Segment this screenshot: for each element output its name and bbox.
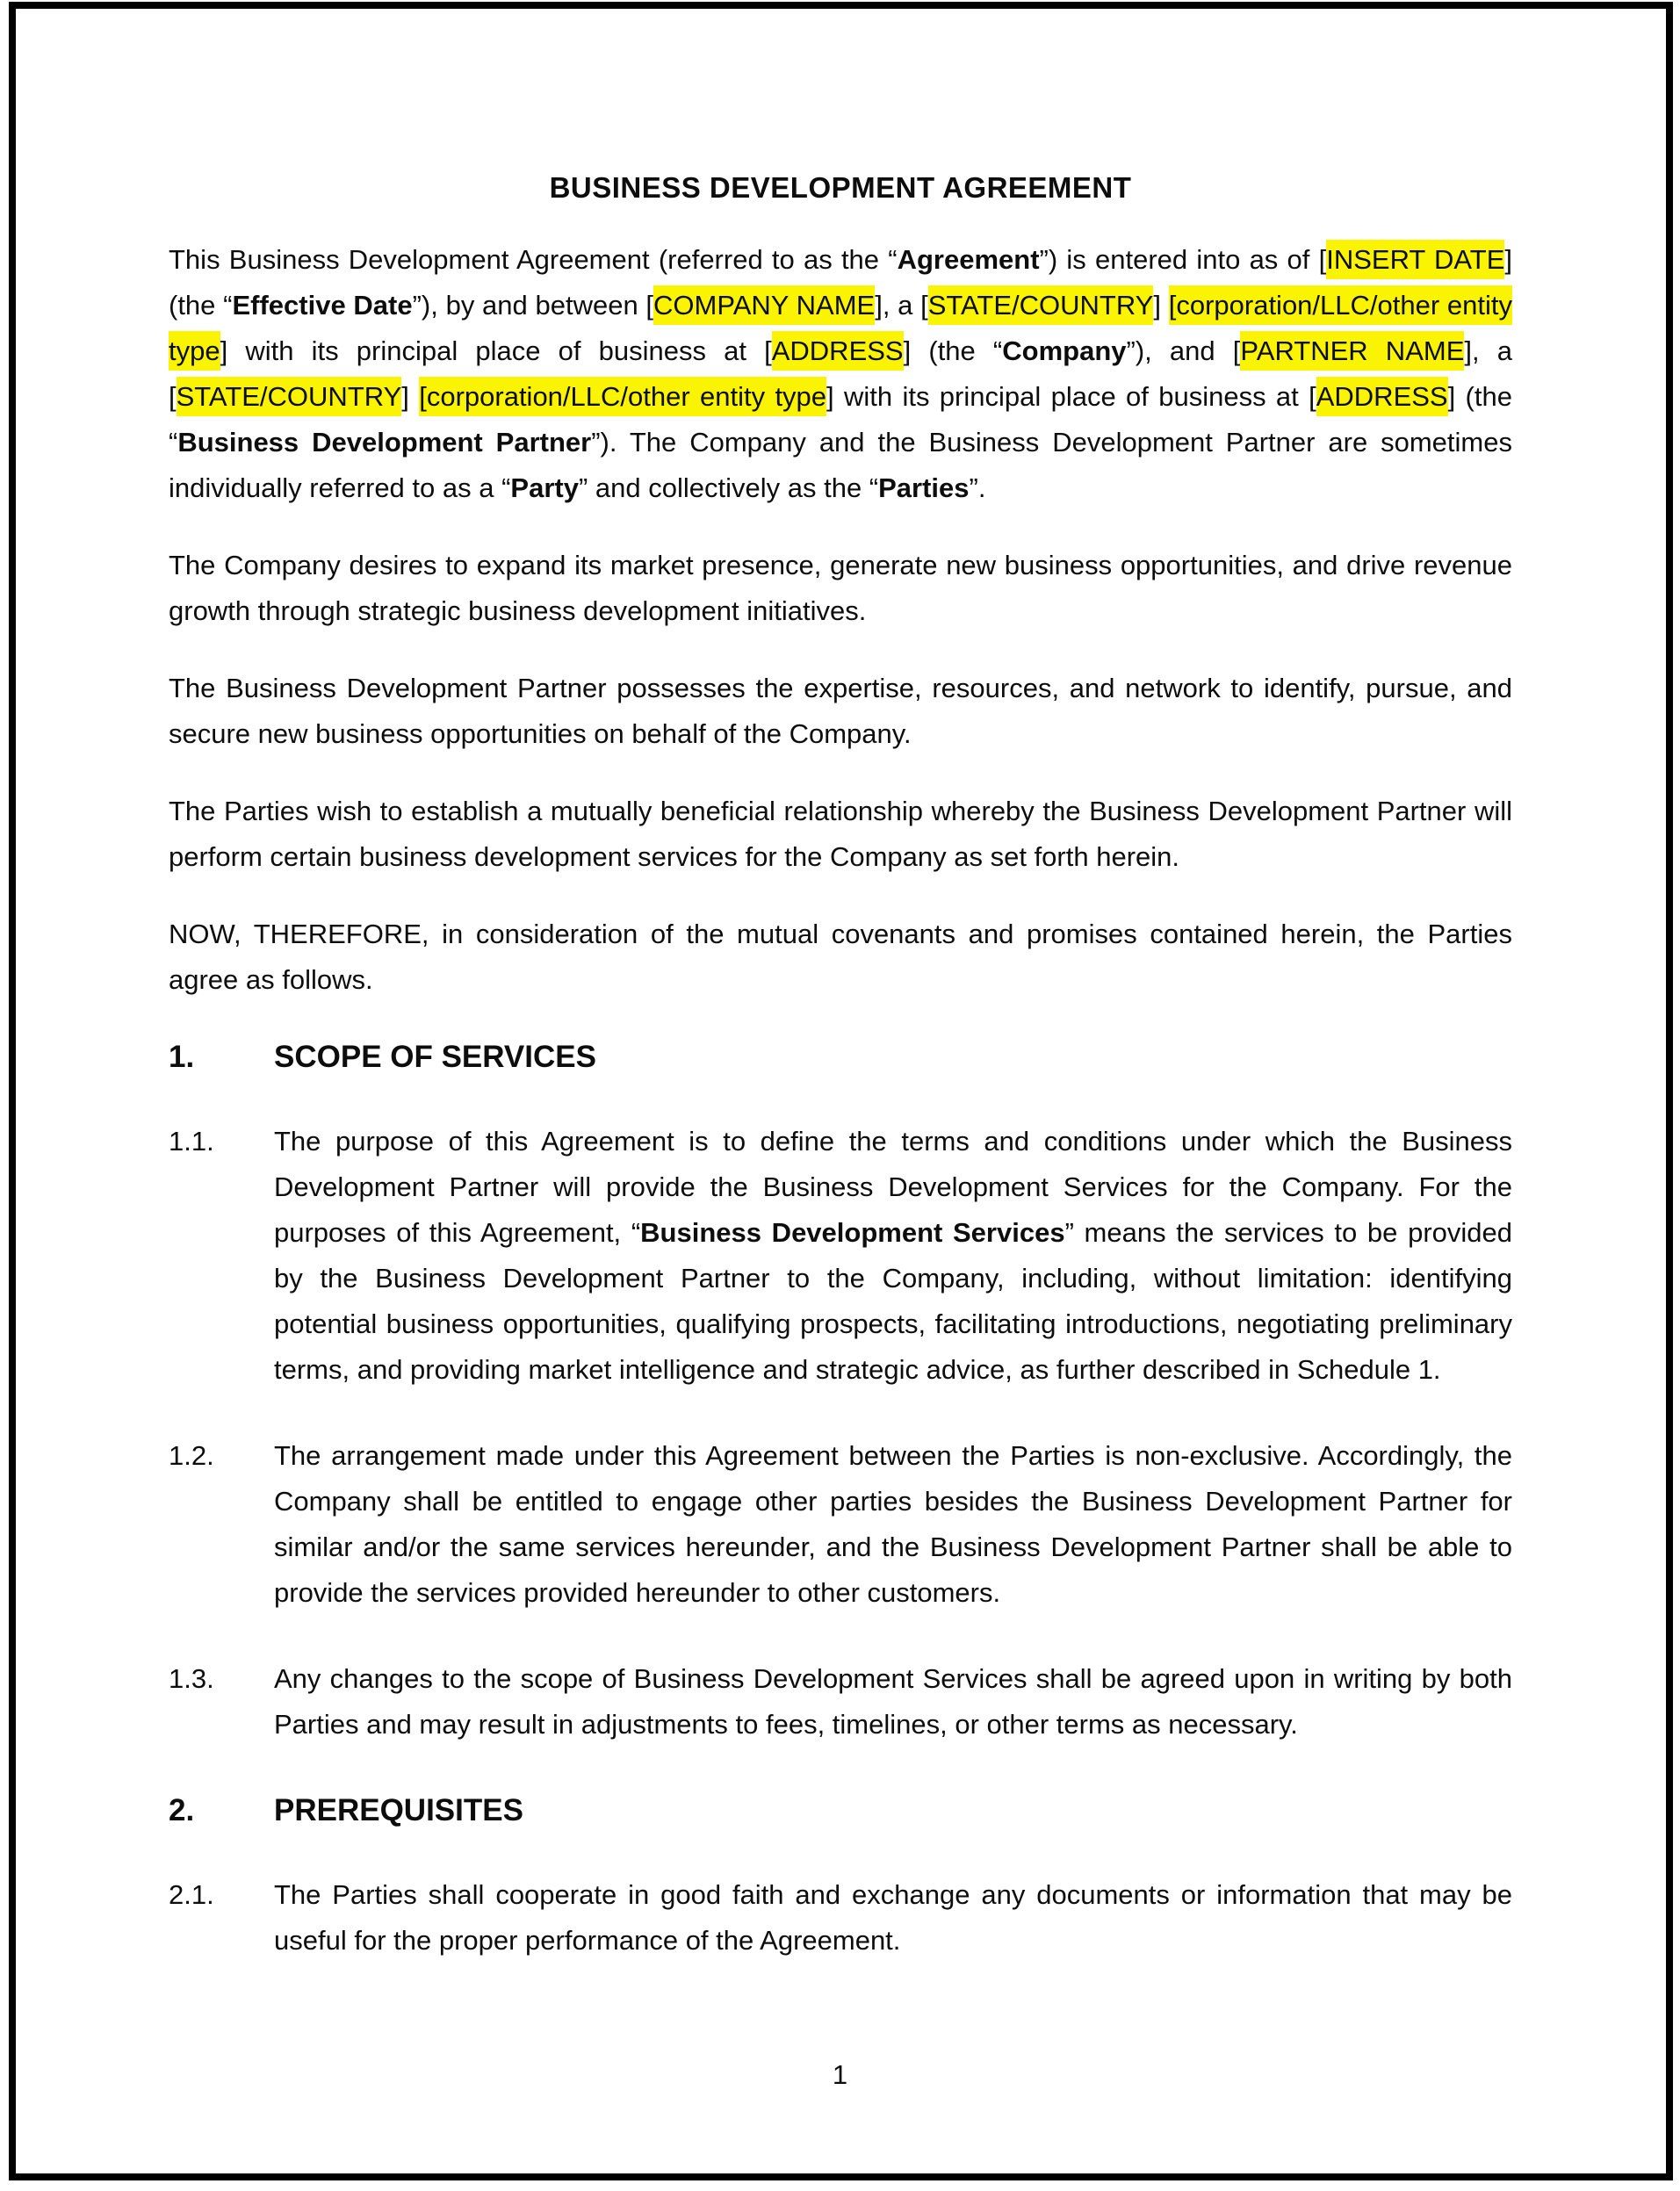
- text-run: The arrangement made under this Agreement between the Parties is non-exclusive. Accordingly, the Company shall be entitled to engage other parties besides the Business Development Partner for similar and/or the same services hereunder, and the Business Development Partner shall be able to provide the services provided hereunder to other customers.: [274, 1440, 1512, 1608]
- document-title: BUSINESS DEVELOPMENT AGREEMENT: [549, 171, 1132, 204]
- text-run: Any changes to the scope of Business Development Services shall be agreed upon in writing by both Parties and may result in adjustments to fees, timelines, or other terms as necessary.: [274, 1663, 1512, 1740]
- placeholder-highlight: COMPANY NAME: [653, 285, 875, 325]
- text-run: The Business Development Partner possesses the expertise, resources, and network to identify, pursue, and secure new business opportunities on behalf of the Company.: [169, 673, 1512, 749]
- text-run: ]: [1153, 290, 1169, 321]
- placeholder-highlight: INSERT DATE: [1326, 240, 1504, 279]
- heading-label: SCOPE OF SERVICES: [274, 1040, 596, 1074]
- text-run: The Parties shall cooperate in good faith and exchange any documents or information that may be useful for the proper performance of the Agreement.: [274, 1879, 1512, 1956]
- placeholder-highlight: [corporation/LLC/other entity type: [419, 377, 826, 416]
- text-run: Effective Date: [232, 290, 413, 321]
- text-run: ”), by and between [: [412, 290, 654, 321]
- text-run: ”.: [969, 472, 986, 503]
- clause: [169, 1656, 1512, 1748]
- document-blocks: [169, 237, 1512, 1964]
- intro-paragraph: [169, 237, 1512, 511]
- text-run: The purpose of this Agreement is to define the terms and conditions under which the Business Development Partner will provide the Business Development Services for the Company. For the purposes of this Agreement, “: [274, 1126, 1512, 1248]
- text-run: Parties: [878, 472, 970, 503]
- text-run: ], a [: [169, 335, 1512, 412]
- text-run: ” means the services to be provided by the Business Development Partner to the Company, including, without limitation: identifying potential business opportunities, qualifying prospects, facilitating introductions, negotiating preliminary terms, and providing market intelligence and strategic advice, as further described in Schedule 1.: [274, 1217, 1512, 1385]
- text-run: ] (the “: [169, 381, 1512, 458]
- text-run: ] (the “: [903, 335, 1003, 366]
- clause-number: 1.1.: [169, 1126, 214, 1157]
- intro-paragraph: [169, 543, 1512, 634]
- heading-label: PREREQUISITES: [274, 1793, 523, 1827]
- document-content: [169, 165, 1512, 2004]
- section-heading: [169, 1788, 1512, 1834]
- text-run: NOW, THEREFORE, in consideration of the mutual covenants and promises contained herein, the Parties agree as follows.: [169, 919, 1512, 995]
- heading-number: 1.: [169, 1040, 195, 1074]
- clause: [169, 1119, 1512, 1393]
- text-run: ], a [: [875, 290, 928, 321]
- placeholder-highlight: ADDRESS: [1316, 377, 1448, 416]
- text-run: ” and collectively as the “: [578, 472, 879, 503]
- clause-number: 1.2.: [169, 1440, 214, 1471]
- placeholder-highlight: PARTNER NAME: [1240, 331, 1464, 371]
- text-run: ] with its principal place of business at [: [220, 335, 772, 366]
- intro-paragraph: [169, 666, 1512, 757]
- text-run: ”) is entered into as of [: [1039, 244, 1327, 275]
- text-run: ] (the “: [169, 244, 1513, 321]
- text-run: ] with its principal place of business at [: [826, 381, 1316, 412]
- text-run: This Business Development Agreement (referred to as the “: [169, 244, 898, 275]
- clause: [169, 1872, 1512, 1964]
- placeholder-highlight: STATE/COUNTRY: [177, 377, 402, 416]
- text-run: Agreement: [897, 244, 1040, 275]
- intro-paragraph: [169, 789, 1512, 880]
- text-run: Business Development Partner: [177, 427, 592, 458]
- clause-number: 1.3.: [169, 1663, 214, 1694]
- placeholder-highlight: STATE/COUNTRY: [928, 285, 1154, 325]
- placeholder-highlight: ADDRESS: [772, 331, 904, 371]
- intro-paragraph: [169, 912, 1512, 1003]
- text-run: ]: [401, 381, 420, 412]
- placeholder-highlight: [corporation/LLC/other entity type: [169, 285, 1512, 371]
- text-run: ”), and [: [1126, 335, 1241, 366]
- text-run: Business Development Services: [640, 1217, 1065, 1248]
- text-run: The Parties wish to establish a mutually beneficial relationship whereby the Business Development Partner will perform certain business development services for the Company as set forth herein.: [169, 796, 1512, 872]
- text-run: Party: [510, 472, 579, 503]
- heading-number: 2.: [169, 1793, 195, 1827]
- text-run: The Company desires to expand its market presence, generate new business opportunities, and drive revenue growth through strategic business development initiatives.: [169, 550, 1512, 626]
- text-run: ”). The Company and the Business Development Partner are sometimes individually referred to as a “: [169, 427, 1512, 503]
- section-heading: [169, 1034, 1512, 1080]
- clause: [169, 1433, 1512, 1616]
- page-number: 1: [832, 2059, 848, 2090]
- clause-number: 2.1.: [169, 1879, 214, 1910]
- text-run: Company: [1002, 335, 1127, 366]
